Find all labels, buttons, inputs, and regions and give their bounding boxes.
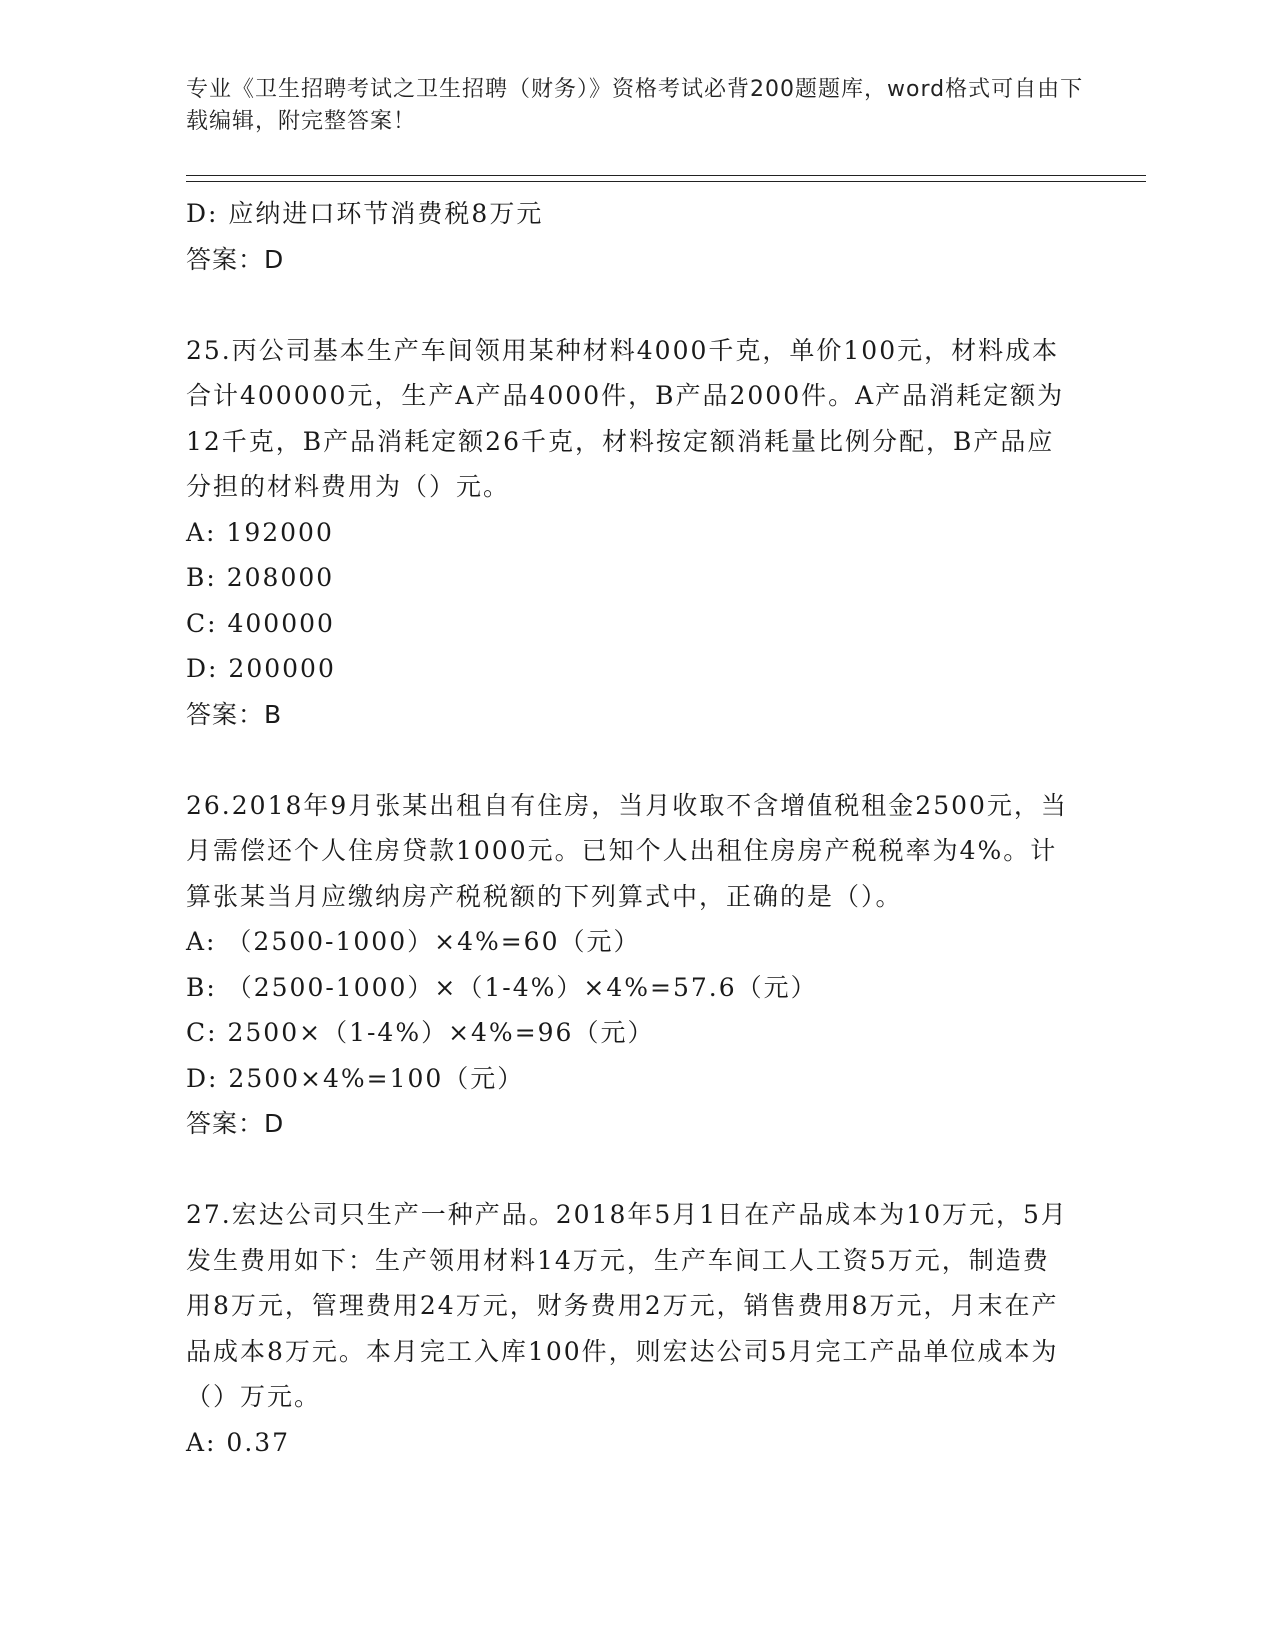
option-d: D: 2500×4%=100（元） xyxy=(186,1063,525,1093)
question-26 xyxy=(186,783,1086,1147)
option-c: C: 2500×（1-4%）×4%=96（元） xyxy=(186,1018,655,1047)
option-a: A: 192000 xyxy=(186,517,334,547)
header-divider-bottom xyxy=(186,181,1146,182)
option-b: B: （2500-1000）×（1-4%）×4%=57.6（元） xyxy=(186,972,818,1002)
option-d: D: 200000 xyxy=(186,654,336,683)
question-stem: 25.丙公司基本生产车间领用某种材料4000千克，单价100元，材料成本合计400000元，生产A产品4000件，B产品2000件。A产品消耗定额为12千克，B产品消耗定额26千克，材料按定额消耗量比例分配，B产品应分担的材料费用为（）元。 xyxy=(186,335,1065,501)
option-c: C: 400000 xyxy=(186,608,335,638)
question-content xyxy=(186,191,1086,1465)
header-divider-top xyxy=(186,175,1146,176)
option-d: D: 应纳进口环节消费税8万元 xyxy=(186,199,544,228)
spacer xyxy=(186,282,1086,328)
answer-line: 答案：D xyxy=(186,1109,285,1138)
question-stem: 26.2018年9月张某出租自有住房，当月收取不含增值税租金2500元，当月需偿还个人住房贷款1000元。已知个人出租住房房产税税率为4%。计算张某当月应缴纳房产税税额的下列算式中，正确的是（）。 xyxy=(186,790,1068,911)
question-25 xyxy=(186,328,1086,738)
answer-line: 答案：B xyxy=(186,699,283,729)
document-header: 专业《卫生招聘考试之卫生招聘（财务）》资格考试必背200题题库，word格式可自由下载编辑，附完整答案！ xyxy=(186,77,1084,134)
option-a: A: （2500-1000）×4%=60（元） xyxy=(186,927,641,956)
spacer xyxy=(186,1147,1086,1193)
question-27 xyxy=(186,1192,1086,1465)
option-b: B: 208000 xyxy=(186,563,335,592)
option-a: A: 0.37 xyxy=(186,1427,291,1457)
answer-line: 答案：D xyxy=(186,244,285,274)
question-stem: 27.宏达公司只生产一种产品。2018年5月1日在产品成本为10万元，5月发生费用如下：生产领用材料14万元，生产车间工人工资5万元，制造费用8万元，管理费用24万元，财务费用2万元，销售费用8万元，月末在产品成本8万元。本月完工入库100件，则宏达公司5月完工产品单位成本为（）万元。 xyxy=(186,1200,1068,1411)
spacer xyxy=(186,737,1086,783)
